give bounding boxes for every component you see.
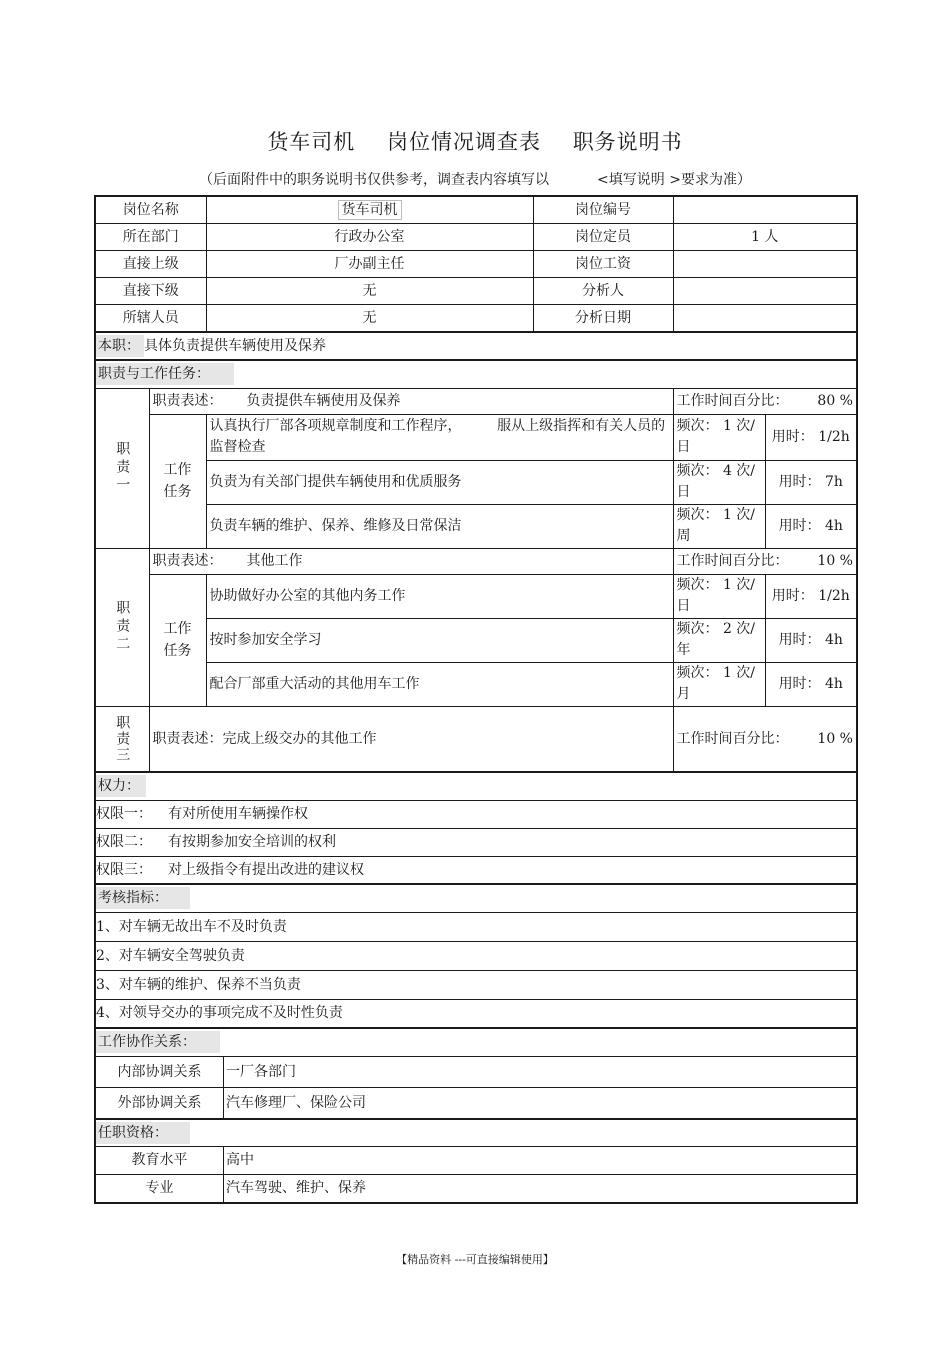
cooperation-value: 汽车修理厂、保险公司 bbox=[226, 1094, 366, 1111]
subtitle-right: <填写说明 >要求为准） bbox=[597, 172, 751, 188]
info-label: 直接上级 bbox=[95, 251, 206, 278]
task-row bbox=[95, 460, 857, 504]
authority-name: 权限二： bbox=[96, 834, 152, 850]
info-label: 所辖人员 bbox=[95, 305, 206, 333]
task-row bbox=[95, 574, 857, 618]
qualification-name: 专业 bbox=[96, 1175, 224, 1202]
duty-desc-row bbox=[95, 548, 857, 574]
authority-item bbox=[95, 856, 857, 884]
task-freq bbox=[673, 662, 765, 706]
duty-pct-value: 10 % bbox=[817, 553, 853, 569]
task-time: 用时： 4h bbox=[765, 618, 857, 662]
assessment-row bbox=[95, 999, 857, 1028]
duty-desc bbox=[149, 388, 673, 414]
assessment-row bbox=[95, 970, 857, 999]
main-duty-row bbox=[95, 332, 857, 360]
duties-section-row bbox=[95, 360, 857, 388]
qualification-row bbox=[95, 1175, 857, 1204]
duty-pct-label: 工作时间百分比： bbox=[676, 730, 789, 747]
duty-desc-row bbox=[95, 706, 857, 772]
info-label: 分析日期 bbox=[533, 305, 673, 333]
task-text: 按时参加安全学习 bbox=[206, 618, 673, 662]
task-row bbox=[95, 662, 857, 706]
qualification-row-cell bbox=[95, 1147, 533, 1175]
main-duty-cell bbox=[95, 332, 857, 360]
job-name-value: 货车司机 bbox=[338, 200, 402, 220]
cooperation-name: 外部协调关系 bbox=[96, 1088, 224, 1118]
page-footer: 【精品资料 ---可直接编辑使用】 bbox=[396, 1253, 554, 1266]
authority-row bbox=[95, 856, 857, 884]
task-freq-b: 日 bbox=[676, 439, 691, 455]
duty-pct-label: 工作时间百分比： bbox=[676, 553, 789, 569]
info-label: 岗位名称 bbox=[95, 196, 206, 224]
duties-section-cell bbox=[95, 360, 857, 388]
assessment-row bbox=[95, 912, 857, 941]
task-text: 配合厂部重大活动的其他用车工作 bbox=[206, 662, 673, 706]
task-time: 用时： 1/2h bbox=[765, 414, 857, 460]
duty-desc bbox=[149, 548, 673, 574]
qualification-section-cell bbox=[95, 1119, 857, 1147]
authority-item bbox=[95, 828, 857, 856]
qualification-value: 汽车驾驶、维护、保养 bbox=[226, 1180, 366, 1196]
authority-row bbox=[95, 800, 857, 828]
info-label: 直接下级 bbox=[95, 278, 206, 305]
authority-label: 权力： bbox=[96, 775, 146, 797]
info-value: 厂办副主任 bbox=[206, 251, 533, 278]
task-freq bbox=[673, 504, 765, 548]
info-label: 分析人 bbox=[533, 278, 673, 305]
authority-name: 权限一： bbox=[96, 806, 152, 822]
info-value: 1 人 bbox=[673, 224, 857, 251]
task-label: 工作任务 bbox=[149, 574, 206, 706]
duty-desc-label: 职责表述： bbox=[152, 553, 223, 569]
info-row bbox=[95, 224, 857, 251]
qualification-section-row bbox=[95, 1119, 857, 1147]
assessment-item: 1、对车辆无故出车不及时负责 bbox=[95, 912, 857, 941]
cooperation-section-row bbox=[95, 1028, 857, 1056]
info-row bbox=[95, 278, 857, 305]
title-part-3: 职务说明书 bbox=[572, 130, 683, 154]
qualification-label: 任职资格： bbox=[96, 1122, 190, 1144]
task-freq-b: 周 bbox=[676, 528, 691, 544]
duty-pct bbox=[673, 706, 857, 772]
task-text: 负责为有关部门提供车辆使用和优质服务 bbox=[206, 460, 673, 504]
duty-pct bbox=[673, 388, 857, 414]
duty-desc bbox=[149, 706, 673, 772]
task-freq-a: 频次： 1 次/ bbox=[676, 577, 756, 593]
main-duty-label: 本职： bbox=[96, 335, 144, 357]
info-row bbox=[95, 196, 857, 224]
task-freq-a: 频次： 1 次/ bbox=[676, 665, 756, 681]
duty-desc-text: 完成上级交办的其他工作 bbox=[222, 730, 377, 747]
subtitle-left: （后面附件中的职务说明书仅供参考，调查表内容填写以 bbox=[199, 172, 550, 188]
info-value: 行政办公室 bbox=[206, 224, 533, 251]
duty-label: 职责三 bbox=[95, 706, 149, 772]
duty-desc-text: 负责提供车辆使用及保养 bbox=[246, 393, 401, 409]
duties-section-label: 职责与工作任务： bbox=[96, 363, 234, 385]
authority-text: 有按期参加安全培训的权利 bbox=[168, 834, 336, 850]
title-part-1: 货车司机 bbox=[267, 130, 356, 154]
assessment-item: 2、对车辆安全驾驶负责 bbox=[95, 941, 857, 970]
task-freq-a: 频次： 2 次/ bbox=[676, 621, 756, 637]
assessment-section-row bbox=[95, 884, 857, 912]
title-part-2: 岗位情况调查表 bbox=[387, 130, 541, 154]
cooperation-row bbox=[95, 1087, 857, 1119]
qualification-name: 教育水平 bbox=[96, 1147, 224, 1174]
duty-pct-value: 80 % bbox=[817, 393, 853, 409]
cooperation-row-cell bbox=[95, 1056, 533, 1087]
info-value: 无 bbox=[206, 305, 533, 333]
task-label: 工作任务 bbox=[149, 414, 206, 548]
authority-row bbox=[95, 828, 857, 856]
task-time: 用时： 4h bbox=[765, 504, 857, 548]
info-value: 无 bbox=[206, 278, 533, 305]
authority-text: 有对所使用车辆操作权 bbox=[168, 806, 308, 822]
assessment-section-cell bbox=[95, 884, 857, 912]
info-value bbox=[206, 196, 533, 224]
info-label: 岗位编号 bbox=[533, 196, 673, 224]
task-text: 协助做好办公室的其他内务工作 bbox=[206, 574, 673, 618]
authority-name: 权限三： bbox=[96, 861, 152, 878]
cooperation-value: 一厂各部门 bbox=[226, 1063, 296, 1080]
info-value bbox=[673, 305, 857, 333]
cooperation-name: 内部协调关系 bbox=[96, 1057, 224, 1087]
duty-desc-label: 职责表述： bbox=[152, 393, 223, 409]
assessment-item: 3、对车辆的维护、保养不当负责 bbox=[95, 970, 857, 999]
job-description-sheet bbox=[94, 195, 856, 1204]
task-row bbox=[95, 618, 857, 662]
cooperation-row bbox=[95, 1056, 857, 1087]
subtitle bbox=[0, 169, 950, 189]
task-freq-b: 月 bbox=[676, 686, 691, 702]
task-freq-b: 年 bbox=[676, 642, 691, 658]
task-row bbox=[95, 414, 857, 460]
info-value bbox=[673, 278, 857, 305]
task-text: 负责车辆的维护、保养、维修及日常保洁 bbox=[206, 504, 673, 548]
task-freq-b: 日 bbox=[676, 598, 691, 614]
duty-label: 职责二 bbox=[95, 548, 149, 706]
cooperation-label: 工作协作关系： bbox=[96, 1031, 220, 1053]
cooperation-row-cell bbox=[95, 1087, 533, 1119]
authority-section-cell bbox=[95, 772, 857, 800]
info-value bbox=[673, 251, 857, 278]
authority-item bbox=[95, 800, 857, 828]
qualification-value: 高中 bbox=[226, 1152, 254, 1168]
main-duty-text: 具体负责提供车辆使用及保养 bbox=[144, 338, 326, 354]
task-freq-a: 频次： 4 次/ bbox=[676, 463, 756, 479]
page-title bbox=[0, 126, 950, 156]
qualification-row-cell bbox=[95, 1175, 533, 1204]
info-label: 岗位定员 bbox=[533, 224, 673, 251]
duty-desc-label: 职责表述： bbox=[152, 730, 223, 747]
duty-label: 职责一 bbox=[95, 388, 149, 548]
task-freq-a: 频次： 1 次/ bbox=[676, 507, 756, 523]
duty-desc-row bbox=[95, 388, 857, 414]
duty-pct bbox=[673, 548, 857, 574]
info-label: 所在部门 bbox=[95, 224, 206, 251]
task-freq-a: 频次： 1 次/ bbox=[676, 418, 756, 434]
info-label: 岗位工资 bbox=[533, 251, 673, 278]
qualification-row bbox=[95, 1147, 857, 1175]
task-time: 用时： 4h bbox=[765, 662, 857, 706]
task-freq bbox=[673, 460, 765, 504]
task-freq bbox=[673, 414, 765, 460]
task-row bbox=[95, 504, 857, 548]
duty-desc-text: 其他工作 bbox=[246, 553, 303, 569]
info-value bbox=[673, 196, 857, 224]
task-time: 用时： 7h bbox=[765, 460, 857, 504]
cooperation-section-cell bbox=[95, 1028, 857, 1056]
assessment-item: 4、对领导交办的事项完成不及时性负责 bbox=[95, 999, 857, 1028]
info-row bbox=[95, 305, 857, 333]
info-row bbox=[95, 251, 857, 278]
authority-section-row bbox=[95, 772, 857, 800]
assessment-row bbox=[95, 941, 857, 970]
assessment-label: 考核指标： bbox=[96, 887, 190, 909]
task-freq-b: 日 bbox=[676, 484, 691, 500]
task-freq bbox=[673, 618, 765, 662]
authority-text: 对上级指令有提出改进的建议权 bbox=[168, 861, 364, 878]
duty-pct-label: 工作时间百分比： bbox=[676, 393, 789, 409]
duty-pct-value: 10 % bbox=[817, 730, 853, 747]
task-text: 认真执行厂部各项规章制度和工作程序， 服从上级指挥和有关人员的监督检查 bbox=[206, 414, 673, 460]
task-time: 用时： 1/2h bbox=[765, 574, 857, 618]
job-table bbox=[94, 195, 858, 1204]
task-freq bbox=[673, 574, 765, 618]
